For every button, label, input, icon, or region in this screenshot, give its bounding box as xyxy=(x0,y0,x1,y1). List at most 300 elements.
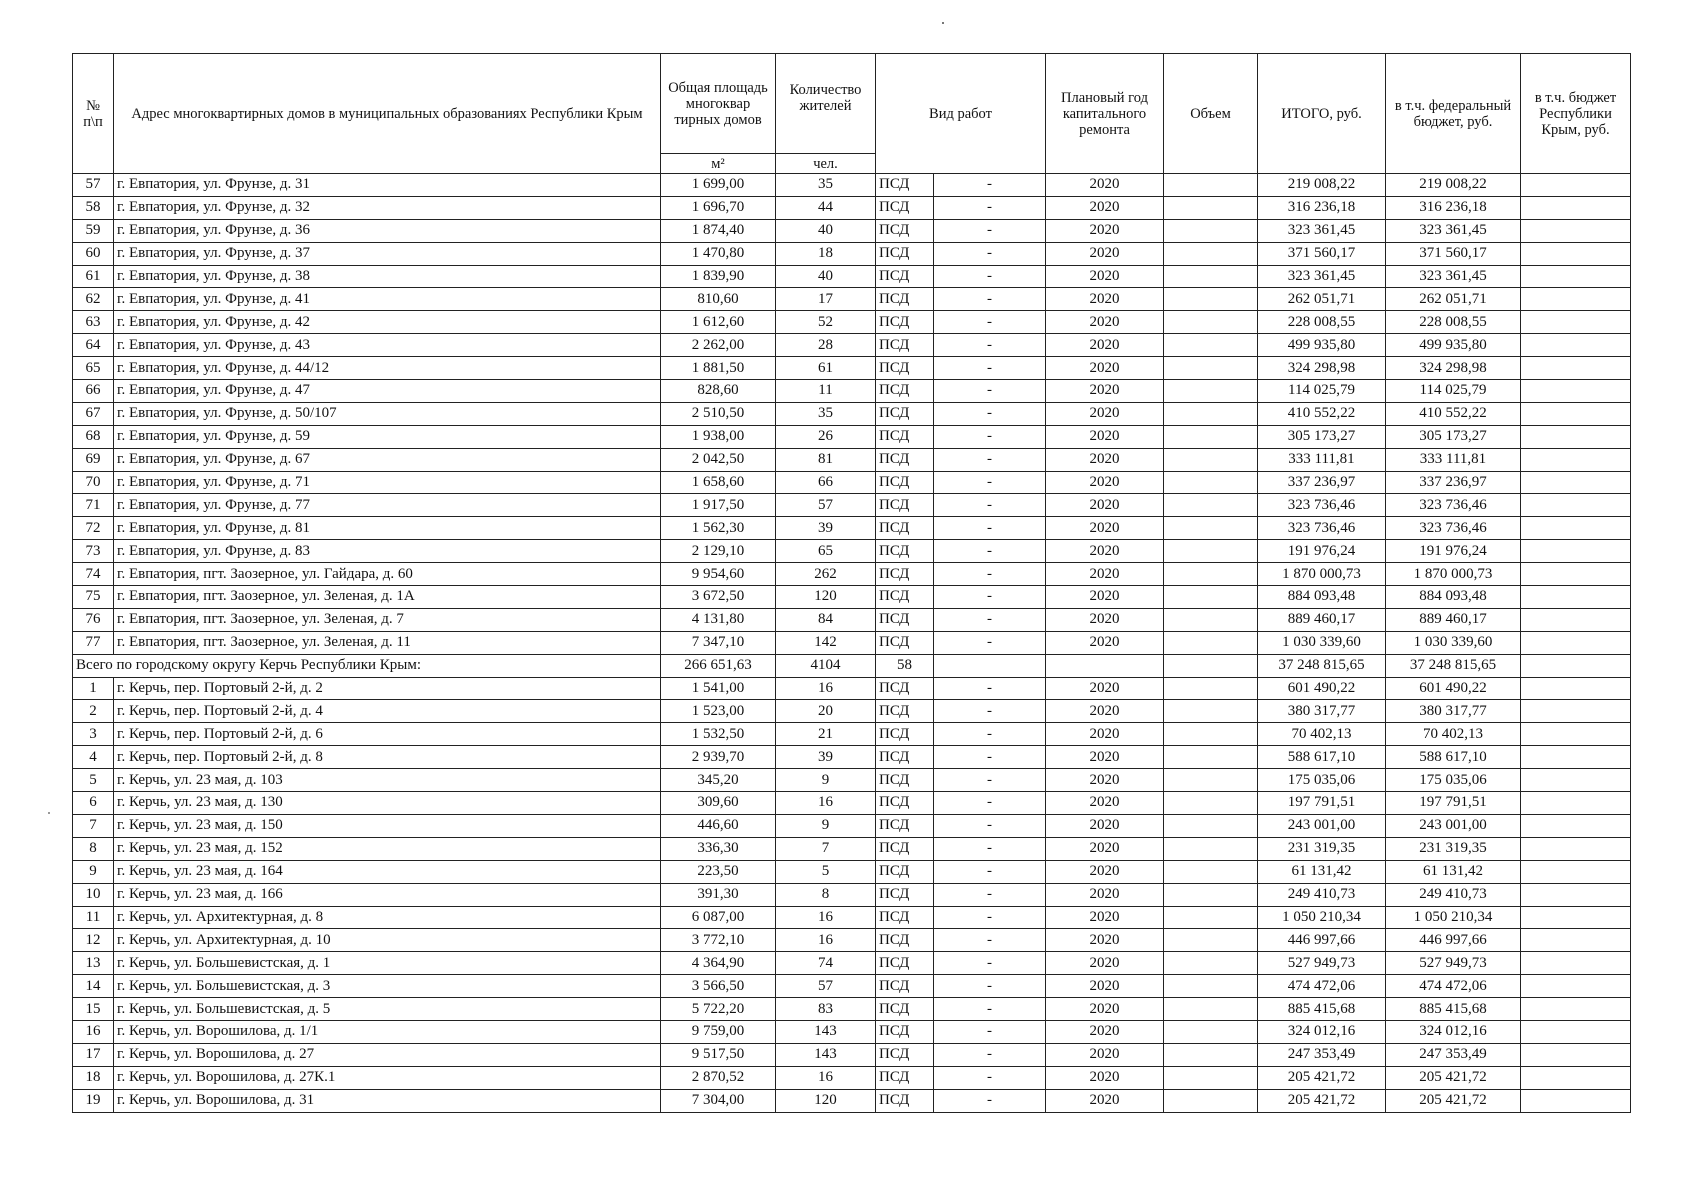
row-volume xyxy=(1164,608,1258,631)
row-total: 499 935,80 xyxy=(1258,334,1386,357)
col-header-residents: Количество жителей xyxy=(776,54,876,154)
row-federal: 1 030 339,60 xyxy=(1386,631,1521,654)
row-planned-year: 2020 xyxy=(1046,952,1164,975)
row-volume xyxy=(1164,219,1258,242)
row-volume xyxy=(1164,196,1258,219)
row-planned-year: 2020 xyxy=(1046,517,1164,540)
row-planned-year: 2020 xyxy=(1046,929,1164,952)
table-row xyxy=(73,608,1631,631)
row-republic xyxy=(1521,906,1631,929)
row-planned-year: 2020 xyxy=(1046,837,1164,860)
row-address: г. Евпатория, ул. Фрунзе, д. 42 xyxy=(114,311,661,334)
row-work-detail: - xyxy=(934,196,1046,219)
row-work-type: ПСД xyxy=(876,883,934,906)
row-residents: 39 xyxy=(776,746,876,769)
row-address: г. Евпатория, ул. Фрунзе, д. 43 xyxy=(114,334,661,357)
row-volume xyxy=(1164,723,1258,746)
row-residents: 5 xyxy=(776,860,876,883)
row-federal: 197 791,51 xyxy=(1386,792,1521,815)
row-address: г. Евпатория, ул. Фрунзе, д. 31 xyxy=(114,174,661,197)
row-volume xyxy=(1164,288,1258,311)
row-planned-year: 2020 xyxy=(1046,1020,1164,1043)
row-volume xyxy=(1164,425,1258,448)
row-address: г. Керчь, ул. 23 мая, д. 103 xyxy=(114,769,661,792)
row-planned-year: 2020 xyxy=(1046,425,1164,448)
row-volume xyxy=(1164,700,1258,723)
row-residents: 143 xyxy=(776,1043,876,1066)
row-area: 4 131,80 xyxy=(661,608,776,631)
row-republic xyxy=(1521,814,1631,837)
table-row xyxy=(73,883,1631,906)
row-federal: 316 236,18 xyxy=(1386,196,1521,219)
row-total: 70 402,13 xyxy=(1258,723,1386,746)
row-work-detail: - xyxy=(934,1043,1046,1066)
col-header-volume: Объем xyxy=(1164,54,1258,174)
row-republic xyxy=(1521,517,1631,540)
row-planned-year: 2020 xyxy=(1046,608,1164,631)
row-volume xyxy=(1164,311,1258,334)
row-area: 2 939,70 xyxy=(661,746,776,769)
table-row xyxy=(73,402,1631,425)
table-row xyxy=(73,631,1631,654)
row-work-type: ПСД xyxy=(876,311,934,334)
table-summary xyxy=(73,654,1631,677)
row-volume xyxy=(1164,677,1258,700)
row-total: 588 617,10 xyxy=(1258,746,1386,769)
row-total: 316 236,18 xyxy=(1258,196,1386,219)
row-federal: 231 319,35 xyxy=(1386,837,1521,860)
row-planned-year: 2020 xyxy=(1046,586,1164,609)
row-federal: 205 421,72 xyxy=(1386,1089,1521,1112)
row-republic xyxy=(1521,1066,1631,1089)
row-work-type: ПСД xyxy=(876,1020,934,1043)
row-num: 15 xyxy=(73,998,114,1021)
row-num: 12 xyxy=(73,929,114,952)
table-row xyxy=(73,1089,1631,1112)
row-work-detail: - xyxy=(934,723,1046,746)
row-num: 13 xyxy=(73,952,114,975)
table-row xyxy=(73,1066,1631,1089)
row-planned-year: 2020 xyxy=(1046,380,1164,403)
summary-empty xyxy=(934,654,1046,677)
row-residents: 57 xyxy=(776,975,876,998)
row-work-detail: - xyxy=(934,517,1046,540)
row-work-detail: - xyxy=(934,677,1046,700)
row-work-detail: - xyxy=(934,265,1046,288)
row-volume xyxy=(1164,265,1258,288)
table-row xyxy=(73,219,1631,242)
row-planned-year: 2020 xyxy=(1046,448,1164,471)
row-volume xyxy=(1164,929,1258,952)
row-republic xyxy=(1521,540,1631,563)
row-work-type: ПСД xyxy=(876,288,934,311)
row-planned-year: 2020 xyxy=(1046,1089,1164,1112)
row-work-type: ПСД xyxy=(876,174,934,197)
col-header-republic: в т.ч. бюджет Республики Крым, руб. xyxy=(1521,54,1631,174)
table-row xyxy=(73,425,1631,448)
row-total: 337 236,97 xyxy=(1258,471,1386,494)
row-volume xyxy=(1164,586,1258,609)
row-work-detail: - xyxy=(934,494,1046,517)
row-volume xyxy=(1164,1089,1258,1112)
row-num: 19 xyxy=(73,1089,114,1112)
col-header-area: Общая площадь многоквар тирных домов xyxy=(661,54,776,154)
row-address: г. Керчь, ул. Большевистская, д. 3 xyxy=(114,975,661,998)
row-residents: 83 xyxy=(776,998,876,1021)
row-num: 58 xyxy=(73,196,114,219)
row-address: г. Керчь, ул. 23 мая, д. 164 xyxy=(114,860,661,883)
row-residents: 61 xyxy=(776,357,876,380)
row-work-detail: - xyxy=(934,1066,1046,1089)
row-num: 11 xyxy=(73,906,114,929)
row-area: 1 696,70 xyxy=(661,196,776,219)
table-row xyxy=(73,471,1631,494)
row-republic xyxy=(1521,174,1631,197)
row-total: 333 111,81 xyxy=(1258,448,1386,471)
row-republic xyxy=(1521,998,1631,1021)
row-republic xyxy=(1521,1043,1631,1066)
row-total: 474 472,06 xyxy=(1258,975,1386,998)
row-planned-year: 2020 xyxy=(1046,769,1164,792)
row-address: г. Керчь, ул. Большевистская, д. 5 xyxy=(114,998,661,1021)
table-row xyxy=(73,746,1631,769)
table-row xyxy=(73,357,1631,380)
table-row xyxy=(73,769,1631,792)
row-total: 114 025,79 xyxy=(1258,380,1386,403)
table-row xyxy=(73,288,1631,311)
row-residents: 120 xyxy=(776,1089,876,1112)
row-work-type: ПСД xyxy=(876,1066,934,1089)
table-row xyxy=(73,929,1631,952)
row-residents: 143 xyxy=(776,1020,876,1043)
row-federal: 305 173,27 xyxy=(1386,425,1521,448)
row-work-detail: - xyxy=(934,769,1046,792)
row-work-type: ПСД xyxy=(876,1089,934,1112)
row-residents: 18 xyxy=(776,242,876,265)
row-num: 70 xyxy=(73,471,114,494)
row-area: 828,60 xyxy=(661,380,776,403)
row-republic xyxy=(1521,700,1631,723)
row-total: 205 421,72 xyxy=(1258,1066,1386,1089)
row-republic xyxy=(1521,311,1631,334)
row-work-detail: - xyxy=(934,883,1046,906)
row-address: г. Евпатория, ул. Фрунзе, д. 38 xyxy=(114,265,661,288)
row-volume xyxy=(1164,814,1258,837)
row-area: 309,60 xyxy=(661,792,776,815)
row-area: 9 759,00 xyxy=(661,1020,776,1043)
row-republic xyxy=(1521,746,1631,769)
row-federal: 885 415,68 xyxy=(1386,998,1521,1021)
row-planned-year: 2020 xyxy=(1046,1066,1164,1089)
row-address: г. Евпатория, ул. Фрунзе, д. 77 xyxy=(114,494,661,517)
row-area: 6 087,00 xyxy=(661,906,776,929)
row-total: 323 736,46 xyxy=(1258,517,1386,540)
row-area: 1 470,80 xyxy=(661,242,776,265)
row-area: 1 839,90 xyxy=(661,265,776,288)
row-federal: 499 935,80 xyxy=(1386,334,1521,357)
row-area: 1 881,50 xyxy=(661,357,776,380)
row-work-type: ПСД xyxy=(876,677,934,700)
row-residents: 20 xyxy=(776,700,876,723)
row-federal: 324 298,98 xyxy=(1386,357,1521,380)
row-num: 7 xyxy=(73,814,114,837)
row-republic xyxy=(1521,402,1631,425)
row-work-type: ПСД xyxy=(876,1043,934,1066)
col-header-work-type: Вид работ xyxy=(876,54,1046,174)
row-residents: 65 xyxy=(776,540,876,563)
row-work-detail: - xyxy=(934,174,1046,197)
row-total: 324 012,16 xyxy=(1258,1020,1386,1043)
row-planned-year: 2020 xyxy=(1046,906,1164,929)
row-republic xyxy=(1521,631,1631,654)
row-address: г. Керчь, ул. Ворошилова, д. 27К.1 xyxy=(114,1066,661,1089)
col-header-address: Адрес многоквартирных домов в муниципальных образованиях Республики Крым xyxy=(114,54,661,174)
row-work-type: ПСД xyxy=(876,700,934,723)
row-federal: 323 361,45 xyxy=(1386,219,1521,242)
row-planned-year: 2020 xyxy=(1046,631,1164,654)
row-volume xyxy=(1164,448,1258,471)
row-residents: 35 xyxy=(776,174,876,197)
row-volume xyxy=(1164,631,1258,654)
row-total: 219 008,22 xyxy=(1258,174,1386,197)
row-work-detail: - xyxy=(934,998,1046,1021)
row-work-detail: - xyxy=(934,586,1046,609)
row-volume xyxy=(1164,998,1258,1021)
row-num: 9 xyxy=(73,860,114,883)
row-work-detail: - xyxy=(934,219,1046,242)
row-area: 1 562,30 xyxy=(661,517,776,540)
row-work-type: ПСД xyxy=(876,998,934,1021)
row-planned-year: 2020 xyxy=(1046,700,1164,723)
row-address: г. Евпатория, ул. Фрунзе, д. 37 xyxy=(114,242,661,265)
row-federal: 474 472,06 xyxy=(1386,975,1521,998)
row-republic xyxy=(1521,586,1631,609)
row-federal: 228 008,55 xyxy=(1386,311,1521,334)
row-volume xyxy=(1164,952,1258,975)
row-federal: 61 131,42 xyxy=(1386,860,1521,883)
row-work-type: ПСД xyxy=(876,494,934,517)
row-work-detail: - xyxy=(934,906,1046,929)
row-num: 68 xyxy=(73,425,114,448)
row-residents: 8 xyxy=(776,883,876,906)
row-work-type: ПСД xyxy=(876,517,934,540)
row-work-detail: - xyxy=(934,792,1046,815)
residents-unit: чел. xyxy=(776,154,876,174)
table-row xyxy=(73,334,1631,357)
row-num: 73 xyxy=(73,540,114,563)
row-work-type: ПСД xyxy=(876,219,934,242)
row-total: 527 949,73 xyxy=(1258,952,1386,975)
row-num: 75 xyxy=(73,586,114,609)
row-volume xyxy=(1164,471,1258,494)
row-work-type: ПСД xyxy=(876,425,934,448)
row-republic xyxy=(1521,677,1631,700)
table-row xyxy=(73,448,1631,471)
col-header-num: № п\п xyxy=(73,54,114,174)
row-num: 76 xyxy=(73,608,114,631)
row-planned-year: 2020 xyxy=(1046,746,1164,769)
table-row xyxy=(73,586,1631,609)
row-area: 9 517,50 xyxy=(661,1043,776,1066)
row-republic xyxy=(1521,975,1631,998)
row-residents: 16 xyxy=(776,929,876,952)
row-work-detail: - xyxy=(934,242,1046,265)
row-total: 601 490,22 xyxy=(1258,677,1386,700)
row-federal: 410 552,22 xyxy=(1386,402,1521,425)
row-total: 380 317,77 xyxy=(1258,700,1386,723)
row-republic xyxy=(1521,723,1631,746)
row-num: 64 xyxy=(73,334,114,357)
row-planned-year: 2020 xyxy=(1046,357,1164,380)
row-residents: 9 xyxy=(776,814,876,837)
row-residents: 11 xyxy=(776,380,876,403)
row-federal: 884 093,48 xyxy=(1386,586,1521,609)
row-work-type: ПСД xyxy=(876,906,934,929)
row-area: 1 541,00 xyxy=(661,677,776,700)
row-work-detail: - xyxy=(934,380,1046,403)
row-area: 1 874,40 xyxy=(661,219,776,242)
row-federal: 243 001,00 xyxy=(1386,814,1521,837)
row-num: 16 xyxy=(73,1020,114,1043)
row-planned-year: 2020 xyxy=(1046,311,1164,334)
row-address: г. Керчь, пер. Портовый 2-й, д. 8 xyxy=(114,746,661,769)
row-planned-year: 2020 xyxy=(1046,998,1164,1021)
row-work-detail: - xyxy=(934,952,1046,975)
row-planned-year: 2020 xyxy=(1046,540,1164,563)
repair-program-table xyxy=(72,53,1631,1113)
row-republic xyxy=(1521,883,1631,906)
row-federal: 527 949,73 xyxy=(1386,952,1521,975)
table-body-kerch xyxy=(73,677,1631,1112)
row-work-detail: - xyxy=(934,311,1046,334)
row-republic xyxy=(1521,769,1631,792)
row-total: 205 421,72 xyxy=(1258,1089,1386,1112)
row-federal: 588 617,10 xyxy=(1386,746,1521,769)
row-volume xyxy=(1164,380,1258,403)
row-num: 77 xyxy=(73,631,114,654)
table-row xyxy=(73,174,1631,197)
row-num: 65 xyxy=(73,357,114,380)
row-total: 1 050 210,34 xyxy=(1258,906,1386,929)
row-work-type: ПСД xyxy=(876,265,934,288)
row-volume xyxy=(1164,494,1258,517)
row-volume xyxy=(1164,975,1258,998)
table-row xyxy=(73,906,1631,929)
row-federal: 380 317,77 xyxy=(1386,700,1521,723)
row-area: 2 042,50 xyxy=(661,448,776,471)
row-work-type: ПСД xyxy=(876,723,934,746)
row-total: 323 736,46 xyxy=(1258,494,1386,517)
row-federal: 219 008,22 xyxy=(1386,174,1521,197)
row-work-detail: - xyxy=(934,288,1046,311)
row-planned-year: 2020 xyxy=(1046,814,1164,837)
row-planned-year: 2020 xyxy=(1046,860,1164,883)
row-planned-year: 2020 xyxy=(1046,563,1164,586)
row-volume xyxy=(1164,334,1258,357)
row-area: 1 699,00 xyxy=(661,174,776,197)
row-planned-year: 2020 xyxy=(1046,219,1164,242)
row-address: г. Евпатория, пгт. Заозерное, ул. Зеленая, д. 7 xyxy=(114,608,661,631)
scan-speck xyxy=(942,22,944,24)
row-num: 14 xyxy=(73,975,114,998)
row-num: 3 xyxy=(73,723,114,746)
table-row xyxy=(73,311,1631,334)
row-num: 18 xyxy=(73,1066,114,1089)
row-residents: 16 xyxy=(776,677,876,700)
row-area: 1 523,00 xyxy=(661,700,776,723)
row-volume xyxy=(1164,860,1258,883)
row-volume xyxy=(1164,563,1258,586)
summary-empty xyxy=(1046,654,1164,677)
summary-total: 37 248 815,65 xyxy=(1258,654,1386,677)
table-row xyxy=(73,814,1631,837)
table-row xyxy=(73,265,1631,288)
row-residents: 40 xyxy=(776,265,876,288)
row-total: 231 319,35 xyxy=(1258,837,1386,860)
row-total: 884 093,48 xyxy=(1258,586,1386,609)
row-total: 247 353,49 xyxy=(1258,1043,1386,1066)
row-planned-year: 2020 xyxy=(1046,334,1164,357)
row-address: г. Евпатория, ул. Фрунзе, д. 41 xyxy=(114,288,661,311)
row-num: 72 xyxy=(73,517,114,540)
row-republic xyxy=(1521,563,1631,586)
row-area: 3 672,50 xyxy=(661,586,776,609)
row-republic xyxy=(1521,425,1631,448)
row-republic xyxy=(1521,792,1631,815)
row-work-detail: - xyxy=(934,700,1046,723)
row-planned-year: 2020 xyxy=(1046,494,1164,517)
row-num: 59 xyxy=(73,219,114,242)
row-work-type: ПСД xyxy=(876,448,934,471)
summary-residents: 4104 xyxy=(776,654,876,677)
row-work-type: ПСД xyxy=(876,357,934,380)
row-residents: 16 xyxy=(776,792,876,815)
row-planned-year: 2020 xyxy=(1046,883,1164,906)
row-federal: 1 050 210,34 xyxy=(1386,906,1521,929)
row-total: 885 415,68 xyxy=(1258,998,1386,1021)
row-address: г. Евпатория, ул. Фрунзе, д. 44/12 xyxy=(114,357,661,380)
row-work-detail: - xyxy=(934,334,1046,357)
row-work-detail: - xyxy=(934,425,1046,448)
row-area: 1 658,60 xyxy=(661,471,776,494)
row-area: 810,60 xyxy=(661,288,776,311)
row-federal: 247 353,49 xyxy=(1386,1043,1521,1066)
row-work-type: ПСД xyxy=(876,769,934,792)
row-republic xyxy=(1521,1089,1631,1112)
row-volume xyxy=(1164,242,1258,265)
row-volume xyxy=(1164,1043,1258,1066)
row-residents: 39 xyxy=(776,517,876,540)
row-volume xyxy=(1164,906,1258,929)
row-work-type: ПСД xyxy=(876,586,934,609)
row-num: 66 xyxy=(73,380,114,403)
table-row xyxy=(73,1043,1631,1066)
row-republic xyxy=(1521,357,1631,380)
row-planned-year: 2020 xyxy=(1046,288,1164,311)
row-residents: 16 xyxy=(776,1066,876,1089)
row-work-type: ПСД xyxy=(876,471,934,494)
row-republic xyxy=(1521,265,1631,288)
row-num: 60 xyxy=(73,242,114,265)
row-work-detail: - xyxy=(934,814,1046,837)
table-row xyxy=(73,975,1631,998)
row-residents: 35 xyxy=(776,402,876,425)
row-residents: 74 xyxy=(776,952,876,975)
row-work-type: ПСД xyxy=(876,929,934,952)
row-area: 2 262,00 xyxy=(661,334,776,357)
table-row xyxy=(73,677,1631,700)
row-num: 4 xyxy=(73,746,114,769)
